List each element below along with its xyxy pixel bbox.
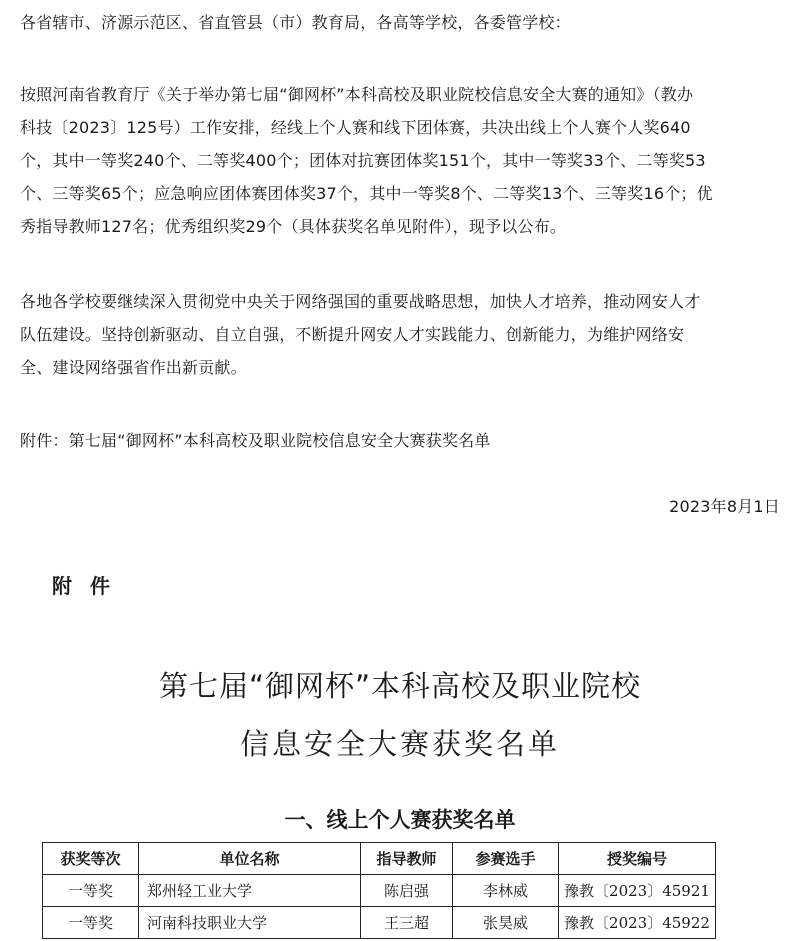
paragraph-line: 科技〔2023〕125号）工作安排，经线上个人赛和线下团体赛，共决出线上个人赛个人奖640 — [20, 118, 691, 137]
paragraph-line: 个、三等奖65个；应急响应团体赛团体奖37个，其中一等奖8个、二等奖13个、三等奖16个；优 — [20, 184, 713, 203]
header-unit-name: 单位名称 — [139, 843, 361, 875]
cell-award-number: 豫教〔2023〕45922 — [559, 907, 716, 939]
header-award-number: 授奖编号 — [559, 843, 716, 875]
cell-instructor: 陈启强 — [361, 875, 453, 907]
appendix-title-line-1: 第七届“御网杯”本科高校及职业院校 — [158, 669, 642, 703]
cell-award-number: 豫教〔2023〕45921 — [559, 875, 716, 907]
cell-contestant: 李林威 — [453, 875, 559, 907]
cell-award-level: 一等奖 — [43, 875, 139, 907]
cell-unit-name: 河南科技职业大学 — [139, 907, 361, 939]
header-instructor: 指导教师 — [361, 843, 453, 875]
notice-paragraph-2 — [20, 285, 780, 384]
section-title: 一、线上个人赛获奖名单 — [284, 808, 516, 832]
paragraph-line: 个，其中一等奖240个、二等奖400个；团体对抗赛团体奖151个，其中一等奖33个、二等奖53 — [20, 151, 706, 170]
header-award-level: 获奖等次 — [43, 843, 139, 875]
cell-instructor: 王三超 — [361, 907, 453, 939]
table-row — [43, 907, 716, 939]
appendix-label: 附件 — [52, 574, 128, 598]
table-row — [43, 875, 716, 907]
award-table — [42, 842, 716, 939]
issue-date: 2023年8月1日 — [669, 497, 780, 516]
attachment-note: 附件：第七届“御网杯”本科高校及职业院校信息安全大赛获奖名单 — [20, 431, 491, 450]
cell-award-level: 一等奖 — [43, 907, 139, 939]
salutation: 各省辖市、济源示范区、省直管县（市）教育局，各高等学校，各委管学校： — [20, 13, 571, 32]
cell-contestant: 张昊威 — [453, 907, 559, 939]
paragraph-line: 队伍建设。坚持创新驱动、自立自强，不断提升网安人才实践能力、创新能力，为维护网络安 — [20, 325, 685, 344]
appendix-title-line-2: 信息安全大赛获奖名单 — [239, 727, 560, 761]
header-contestant: 参赛选手 — [453, 843, 559, 875]
cell-unit-name: 郑州轻工业大学 — [139, 875, 361, 907]
paragraph-line: 秀指导教师127名；优秀组织奖29个（具体获奖名单见附件），现予以公布。 — [20, 217, 567, 236]
paragraph-line: 各地各学校要继续深入贯彻党中央关于网络强国的重要战略思想，加快人才培养，推动网安人才 — [20, 292, 701, 311]
notice-paragraph-1 — [20, 78, 780, 243]
paragraph-line: 全、建设网络强省作出新贡献。 — [20, 358, 247, 377]
paragraph-line: 按照河南省教育厅《关于举办第七届“御网杯”本科高校及职业院校信息安全大赛的通知》（教办 — [20, 85, 694, 104]
table-header-row — [43, 843, 716, 875]
